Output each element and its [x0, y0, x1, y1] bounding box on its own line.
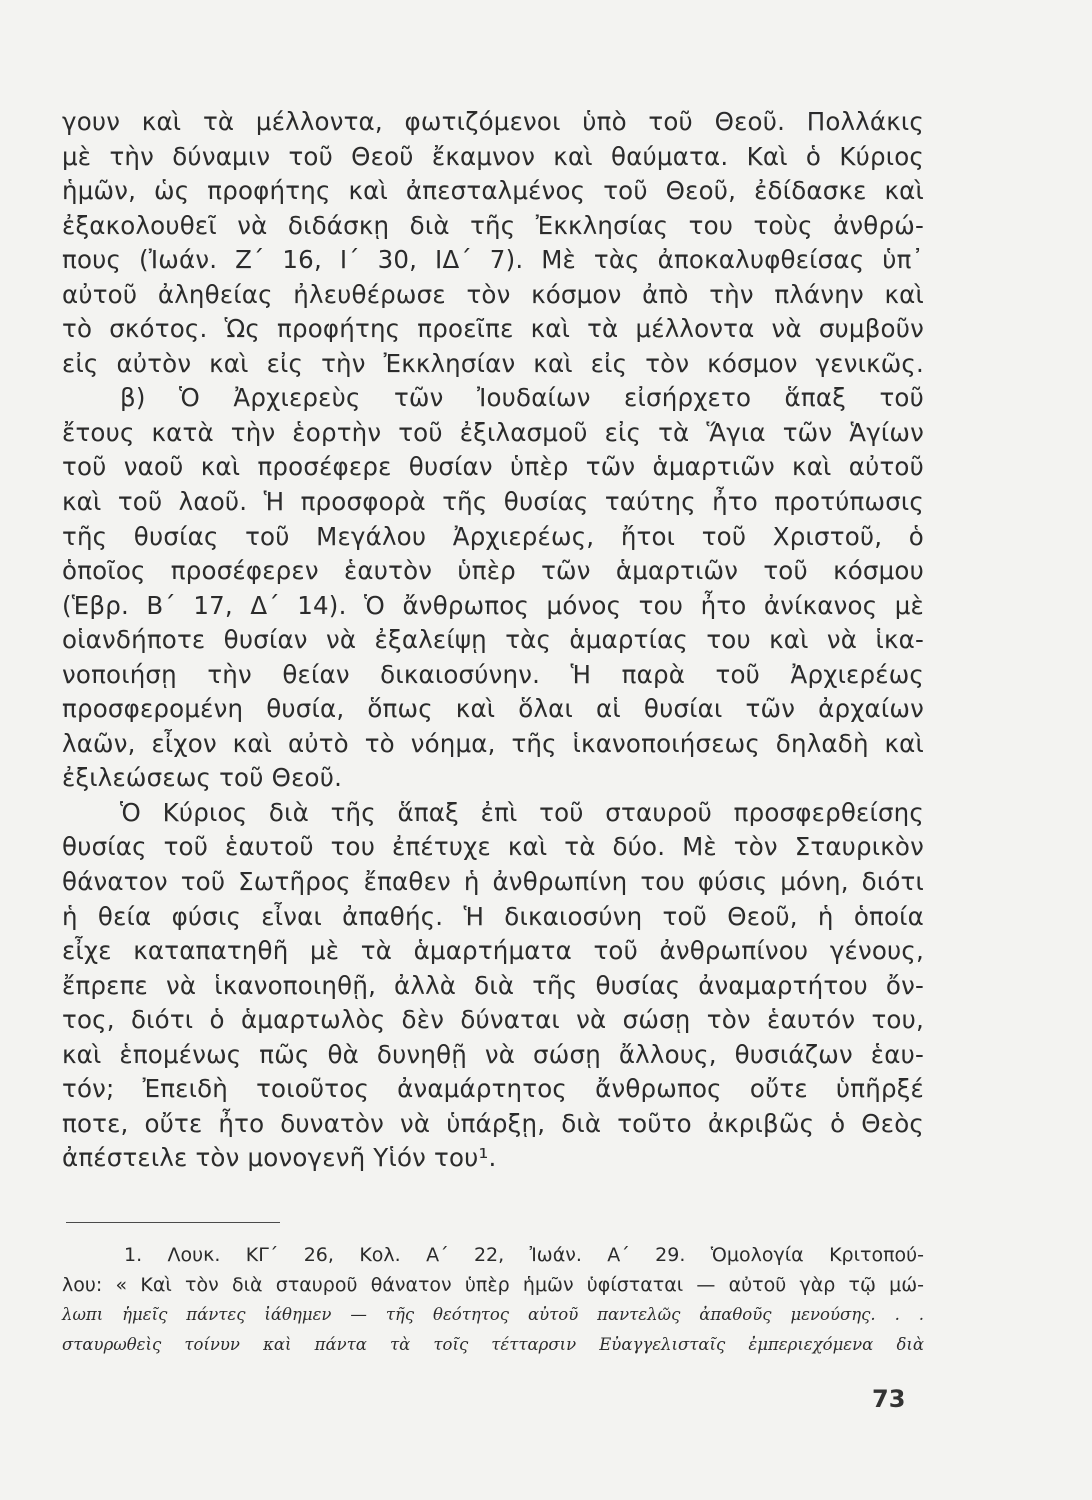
body-line: τὸ σκότος. Ὡς προφήτης προεῖπε καὶ τὰ μέλλοντα νὰ συμβοῦν: [62, 314, 924, 344]
footnotes: [62, 1240, 924, 1360]
body-line: καὶ τοῦ λαοῦ. Ἡ προσφορὰ τῆς θυσίας ταύτης ἦτο προτύπωσις: [62, 487, 924, 517]
body-line: τόν; Ἐπειδὴ τοιοῦτος ἀναμάρτητος ἄνθρωπος οὔτε ὑπῆρξέ: [62, 1074, 924, 1104]
body-line: γουν καὶ τὰ μέλλοντα, φωτιζόμενοι ὑπὸ τοῦ Θεοῦ. Πολλάκις: [62, 107, 924, 136]
page-number: 73: [872, 1385, 906, 1413]
body-line: τοῦ ναοῦ καὶ προσέφερε θυσίαν ὑπὲρ τῶν ἁμαρτιῶν καὶ αὐτοῦ: [62, 452, 924, 482]
body-line: ὁποῖος προσέφερεν ἑαυτὸν ὑπὲρ τῶν ἁμαρτιῶν τοῦ κόσμου: [62, 556, 924, 586]
body-line: ποτε, οὔτε ἦτο δυνατὸν νὰ ὑπάρξῃ, διὰ τοῦτο ἀκριβῶς ὁ Θεὸς: [62, 1108, 924, 1138]
footnote-line: 1. Λουκ. ΚΓ΄ 26, Κολ. Α΄ 22, Ἰωάν. Α΄ 29. Ὁμολογία Κριτοπού-: [124, 1244, 924, 1266]
body-line: ἡ θεία φύσις εἶναι ἀπαθής. Ἡ δικαιοσύνη τοῦ Θεοῦ, ἡ ὁποία: [62, 901, 924, 931]
body-line: λαῶν, εἶχον καὶ αὐτὸ τὸ νόημα, τῆς ἱκανοποιήσεως δηλαδὴ καὶ: [62, 728, 924, 758]
body-line: οἱανδήποτε θυσίαν νὰ ἐξαλείψῃ τὰς ἁμαρτίας του καὶ νὰ ἱκα-: [62, 625, 924, 655]
body-line: τος, διότι ὁ ἁμαρτωλὸς δὲν δύναται νὰ σώσῃ τὸν ἑαυτόν του,: [62, 1005, 924, 1035]
body-line: νοποιήσῃ τὴν θείαν δικαιοσύνην. Ἡ παρὰ τοῦ Ἀρχιερέως: [62, 659, 924, 689]
footnote-line: σταυρωθεὶς τοίνυν καὶ πάντα τὰ τοῖς τέτταρσιν Εὐαγγελισταῖς ἐμπεριεχόμενα διὰ: [62, 1335, 924, 1354]
body-line: αὐτοῦ ἀληθείας ἠλευθέρωσε τὸν κόσμον ἀπὸ τὴν πλάνην καὶ: [62, 279, 924, 309]
footnote-separator: [66, 1222, 280, 1223]
body-line: ἐξιλεώσεως τοῦ Θεοῦ.: [62, 763, 343, 793]
body-line: ἔπρεπε νὰ ἱκανοποιηθῇ, ἀλλὰ διὰ τῆς θυσίας ἀναμαρτήτου ὄν-: [62, 970, 924, 1000]
body-line: εἰς αὐτὸν καὶ εἰς τὴν Ἐκκλησίαν καὶ εἰς τὸν κόσμον γενικῶς.: [62, 348, 924, 378]
body-line: ἀπέστειλε τὸν μονογενῆ Υἱόν του¹.: [62, 1143, 497, 1173]
body-line: ἐξακολουθεῖ νὰ διδάσκῃ διὰ τῆς Ἐκκλησίας του τοὺς ἀνθρώ-: [62, 210, 924, 240]
body-line: Ὁ Κύριος διὰ τῆς ἅπαξ ἐπὶ τοῦ σταυροῦ προσφερθείσης: [120, 797, 924, 827]
body-line: πους (Ἰωάν. Ζ΄ 16, Ι΄ 30, ΙΔ΄ 7). Μὲ τὰς ἀποκαλυφθείσας ὑπ᾿: [62, 245, 924, 275]
footnote-line: λωπι ἡμεῖς πάντες ἰάθημεν — τῆς θεότητος αὐτοῦ παντελῶς ἀπαθοῦς μενούσης. . .: [62, 1305, 924, 1324]
body-line: θάνατον τοῦ Σωτῆρος ἔπαθεν ἡ ἀνθρωπίνη του φύσις μόνη, διότι: [62, 867, 924, 897]
body-line: καὶ ἑπομένως πῶς θὰ δυνηθῇ νὰ σώσῃ ἄλλους, θυσιάζων ἑαυ-: [62, 1039, 924, 1069]
body-line: θυσίας τοῦ ἑαυτοῦ του ἐπέτυχε καὶ τὰ δύο. Μὲ τὸν Σταυρικὸν: [62, 832, 924, 862]
footnote-line: λου: « Καὶ τὸν διὰ σταυροῦ θάνατον ὑπὲρ ἡμῶν ὑφίσταται — αὐτοῦ γὰρ τῷ μώ-: [62, 1274, 924, 1296]
body-line: εἶχε καταπατηθῆ μὲ τὰ ἁμαρτήματα τοῦ ἀνθρωπίνου γένους,: [62, 936, 924, 966]
body-line: β) Ὁ Ἀρχιερεὺς τῶν Ἰουδαίων εἰσήρχετο ἅπαξ τοῦ: [120, 383, 924, 413]
body-line: τῆς θυσίας τοῦ Μεγάλου Ἀρχιερέως, ἤτοι τοῦ Χριστοῦ, ὁ: [62, 521, 924, 551]
body-text: [62, 105, 924, 1176]
body-line: προσφερομένη θυσία, ὅπως καὶ ὅλαι αἱ θυσίαι τῶν ἀρχαίων: [62, 694, 924, 724]
body-line: ἔτους κατὰ τὴν ἑορτὴν τοῦ ἐξιλασμοῦ εἰς τὰ Ἅγια τῶν Ἁγίων: [62, 417, 924, 447]
body-line: ἡμῶν, ὡς προφήτης καὶ ἀπεσταλμένος τοῦ Θεοῦ, ἐδίδασκε καὶ: [62, 176, 924, 206]
body-line: (Ἑβρ. Β΄ 17, Δ΄ 14). Ὁ ἄνθρωπος μόνος του ἦτο ἀνίκανος μὲ: [62, 590, 924, 620]
body-line: μὲ τὴν δύναμιν τοῦ Θεοῦ ἔκαμνον καὶ θαύματα. Καὶ ὁ Κύριος: [62, 141, 924, 171]
